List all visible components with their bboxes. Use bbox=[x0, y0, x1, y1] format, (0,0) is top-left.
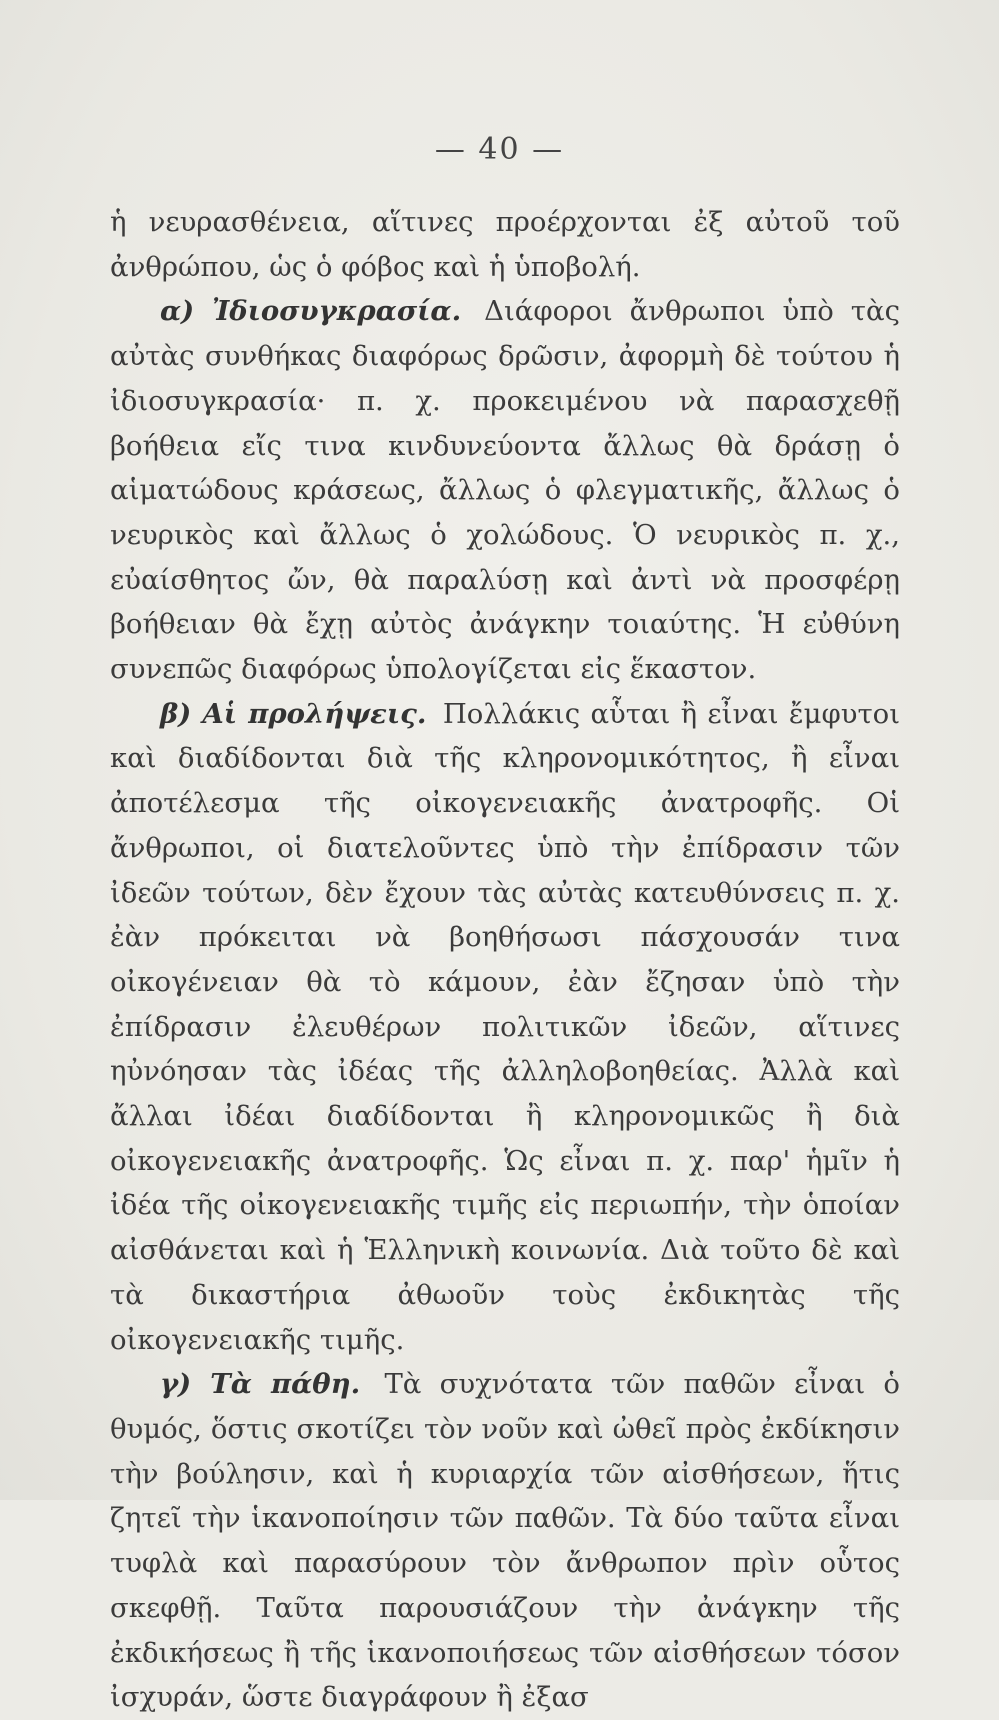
section-heading: α) Ἰδιοσυγκρασία. bbox=[160, 295, 462, 328]
paragraph-text: ἡ νευρασθένεια, αἵτινες προέρχονται ἐξ αὐτοῦ τοῦ ἀνθρώπου, ὡς ὁ φόβος καὶ ἡ ὑποβολή. bbox=[110, 206, 900, 283]
paragraph-text: Διάφοροι ἄνθρωποι ὑπὸ τὰς αὐτὰς συνθήκας διαφόρως δρῶσιν, ἀφορμὴ δὲ τούτου ἡ ἰδιοσυγκρασία· π. χ. προκειμένου νὰ παρασχεθῇ βοήθεια εἴς τινα κινδυνεύοντα ἄλλως θὰ δράσῃ ὁ αἱματώδους κράσεως, ἄλλως ὁ φλεγματικῆς, ἄλλως ὁ νευρικὸς καὶ ἄλλως ὁ χολώδους. Ὁ νευρικὸς π. χ., εὐαίσθητος ὤν, θὰ παραλύσῃ καὶ ἀντὶ νὰ προσφέρῃ βοήθειαν θὰ ἔχῃ αὐτὸς ἀνάγκην τοιαύτης. Ἡ εὐθύνη συνεπῶς διαφόρως ὑπολογίζεται εἰς ἕκαστον. bbox=[110, 295, 900, 686]
section-pathi bbox=[110, 1362, 900, 1720]
page-number: — 40 — bbox=[434, 132, 565, 167]
paragraph-text: Τὰ συχνότατα τῶν παθῶν εἶναι ὁ θυμός, ὅστις σκοτίζει τὸν νοῦν καὶ ὠθεῖ πρὸς ἐκδίκησιν τὴν βούλησιν, καὶ ἡ κυριαρχία τῶν αἰσθήσεων, ἥτις ζητεῖ τὴν ἱκανοποίησιν τῶν παθῶν. Τὰ δύο ταῦτα εἶναι τυφλὰ καὶ παρασύρουν τὸν ἄνθρωπον πρὶν οὗτος σκεφθῇ. Ταῦτα παρουσιάζουν τὴν ἀνάγκην τῆς ἐκδικήσεως ἢ τῆς ἱκανοποιήσεως τῶν αἰσθήσεων τόσον ἰσχυράν, ὥστε διαγράφουν ἢ ἐξασ bbox=[110, 1368, 900, 1714]
paragraph-continuation bbox=[110, 200, 900, 289]
body-text bbox=[110, 200, 900, 1720]
section-prolipseis bbox=[110, 692, 900, 1363]
section-idiosynkrasia bbox=[110, 289, 900, 691]
section-heading: β) Αἱ προλήψεις. bbox=[160, 697, 427, 730]
section-heading: γ) Τὰ πάθη. bbox=[160, 1368, 361, 1401]
paragraph-text: Πολλάκις αὗται ἢ εἶναι ἔμφυτοι καὶ διαδίδονται διὰ τῆς κληρονομικότητος, ἢ εἶναι ἀποτέλεσμα τῆς οἰκογενειακῆς ἀνατροφῆς. Οἱ ἄνθρωποι, οἱ διατελοῦντες ὑπὸ τὴν ἐπίδρασιν τῶν ἰδεῶν τούτων, δὲν ἔχουν τὰς αὐτὰς κατευθύνσεις π. χ. ἐὰν πρόκειται νὰ βοηθήσωσι πάσχουσάν τινα οἰκογένειαν θὰ τὸ κάμουν, ἐὰν ἔζησαν ὑπὸ τὴν ἐπίδρασιν ἐλευθέρων πολιτικῶν ἰδεῶν, αἵτινες ηὐνόησαν τὰς ἰδέας τῆς ἀλληλοβοηθείας. Ἀλλὰ καὶ ἄλλαι ἰδέαι διαδίδονται ἢ κληρονομικῶς ἢ διὰ οἰκογενειακῆς ἀνατροφῆς. Ὡς εἶναι π. χ. παρ' ἡμῖν ἡ ἰδέα τῆς οἰκογενειακῆς τιμῆς εἰς περιωπήν, τὴν ὁποίαν αἰσθάνεται καὶ ἡ Ἑλληνικὴ κοινωνία. Διὰ τοῦτο δὲ καὶ τὰ δικαστήρια ἀθωοῦν τοὺς ἐκδικητὰς τῆς οἰκογενειακῆς τιμῆς. bbox=[110, 697, 900, 1356]
